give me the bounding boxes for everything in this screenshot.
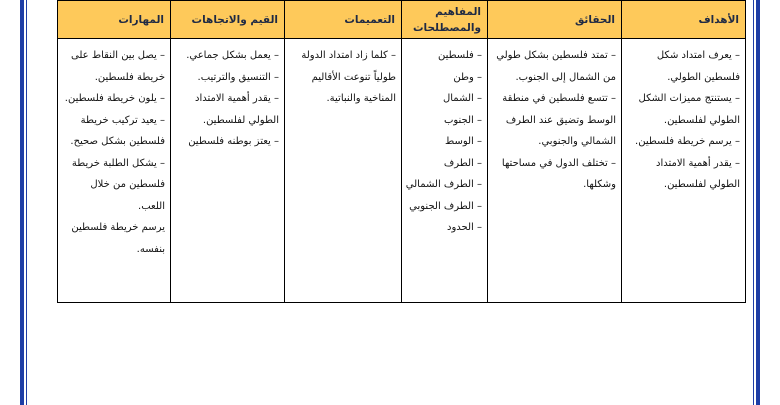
- header-concepts: المفاهيم والمصطلحات: [402, 1, 488, 39]
- cell-line: – الحدود: [447, 222, 482, 233]
- cell-values: [171, 39, 285, 303]
- cell-line: – الوسط: [444, 136, 482, 147]
- cell-line: خريطة فلسطين.: [94, 71, 165, 83]
- cell-line: من الشمال إلى الجنوب.: [515, 71, 616, 83]
- page-border-right: [756, 0, 760, 405]
- cell-line: اللعب.: [138, 200, 165, 212]
- cell-line: – تختلف الدول في مساحتها: [501, 157, 616, 169]
- cell-line: الوسط وتضيق عند الطرف: [505, 114, 616, 126]
- cell-skills: [58, 39, 171, 303]
- cell-line: – يقدر أهمية الامتداد: [655, 157, 740, 169]
- table-header-row: [58, 1, 746, 39]
- cell-line: المناخية والنباتية.: [326, 93, 396, 104]
- cell-line: وشكلها.: [583, 179, 616, 190]
- lesson-plan-table: [57, 0, 746, 303]
- cell-line: – يقدر أهمية الامتداد: [194, 93, 279, 104]
- header-generalizations: التعميمات: [285, 1, 402, 39]
- cell-line: بنفسه.: [136, 243, 165, 255]
- cell-line: – يصل بين النقاط على: [71, 50, 165, 61]
- header-skills: المهارات: [58, 1, 171, 39]
- cell-line: – يعمل بشكل جماعي.: [186, 50, 279, 61]
- table-body-row: [58, 39, 746, 303]
- header-facts: الحقائق: [488, 1, 622, 39]
- cell-line: – الطرف: [443, 157, 482, 169]
- page-border-left: [20, 0, 24, 405]
- header-objectives: الأهداف: [622, 1, 746, 39]
- cell-line: – وطن: [453, 71, 482, 83]
- cell-line: – يعتز بوطنه فلسطين: [188, 136, 279, 147]
- cell-line: – فلسطين: [437, 50, 482, 61]
- cell-line: فلسطين بشكل صحيح.: [70, 136, 165, 147]
- cell-line: – يستنتج مميزات الشكل: [638, 93, 740, 104]
- cell-line: الطولي لفلسطين.: [202, 114, 279, 126]
- cell-line: – الطرف الشمالي: [405, 179, 482, 190]
- header-values: القيم والاتجاهات: [171, 1, 285, 39]
- cell-line: يرسم خريطة فلسطين: [71, 222, 165, 233]
- cell-line: الطولي لفلسطين.: [663, 114, 740, 126]
- cell-line: طولياً تنوعت الأقاليم: [311, 71, 396, 83]
- cell-line: – الطرف الجنوبي: [409, 200, 482, 212]
- cell-line: – تمتد فلسطين بشكل طولي: [496, 50, 616, 61]
- cell-line: – يلون خريطة فلسطين.: [64, 93, 165, 104]
- cell-objectives: [622, 39, 746, 303]
- cell-line: – يعيد تركيب خريطة: [80, 114, 165, 126]
- cell-line: الطولي لفلسطين.: [663, 179, 740, 190]
- cell-line: – كلما زاد امتداد الدولة: [301, 50, 396, 61]
- cell-line: – يشكل الطلبة خريطة: [71, 157, 165, 169]
- cell-line: – يعرف امتداد شكل: [656, 50, 740, 61]
- cell-line: – يرسم خريطة فلسطين.: [635, 136, 740, 147]
- cell-line: – تتسع فلسطين في منطقة: [502, 93, 616, 104]
- cell-facts: [488, 39, 622, 303]
- cell-line: – الشمال: [442, 93, 482, 104]
- cell-line: – الجنوب: [443, 114, 482, 126]
- cell-generalizations: [285, 39, 402, 303]
- cell-concepts: [402, 39, 488, 303]
- cell-line: الشمالي والجنوبي.: [538, 136, 616, 147]
- cell-line: فلسطين الطولي.: [667, 71, 740, 83]
- cell-line: – التنسيق والترتيب.: [197, 71, 279, 83]
- cell-line: فلسطين من خلال: [90, 179, 165, 190]
